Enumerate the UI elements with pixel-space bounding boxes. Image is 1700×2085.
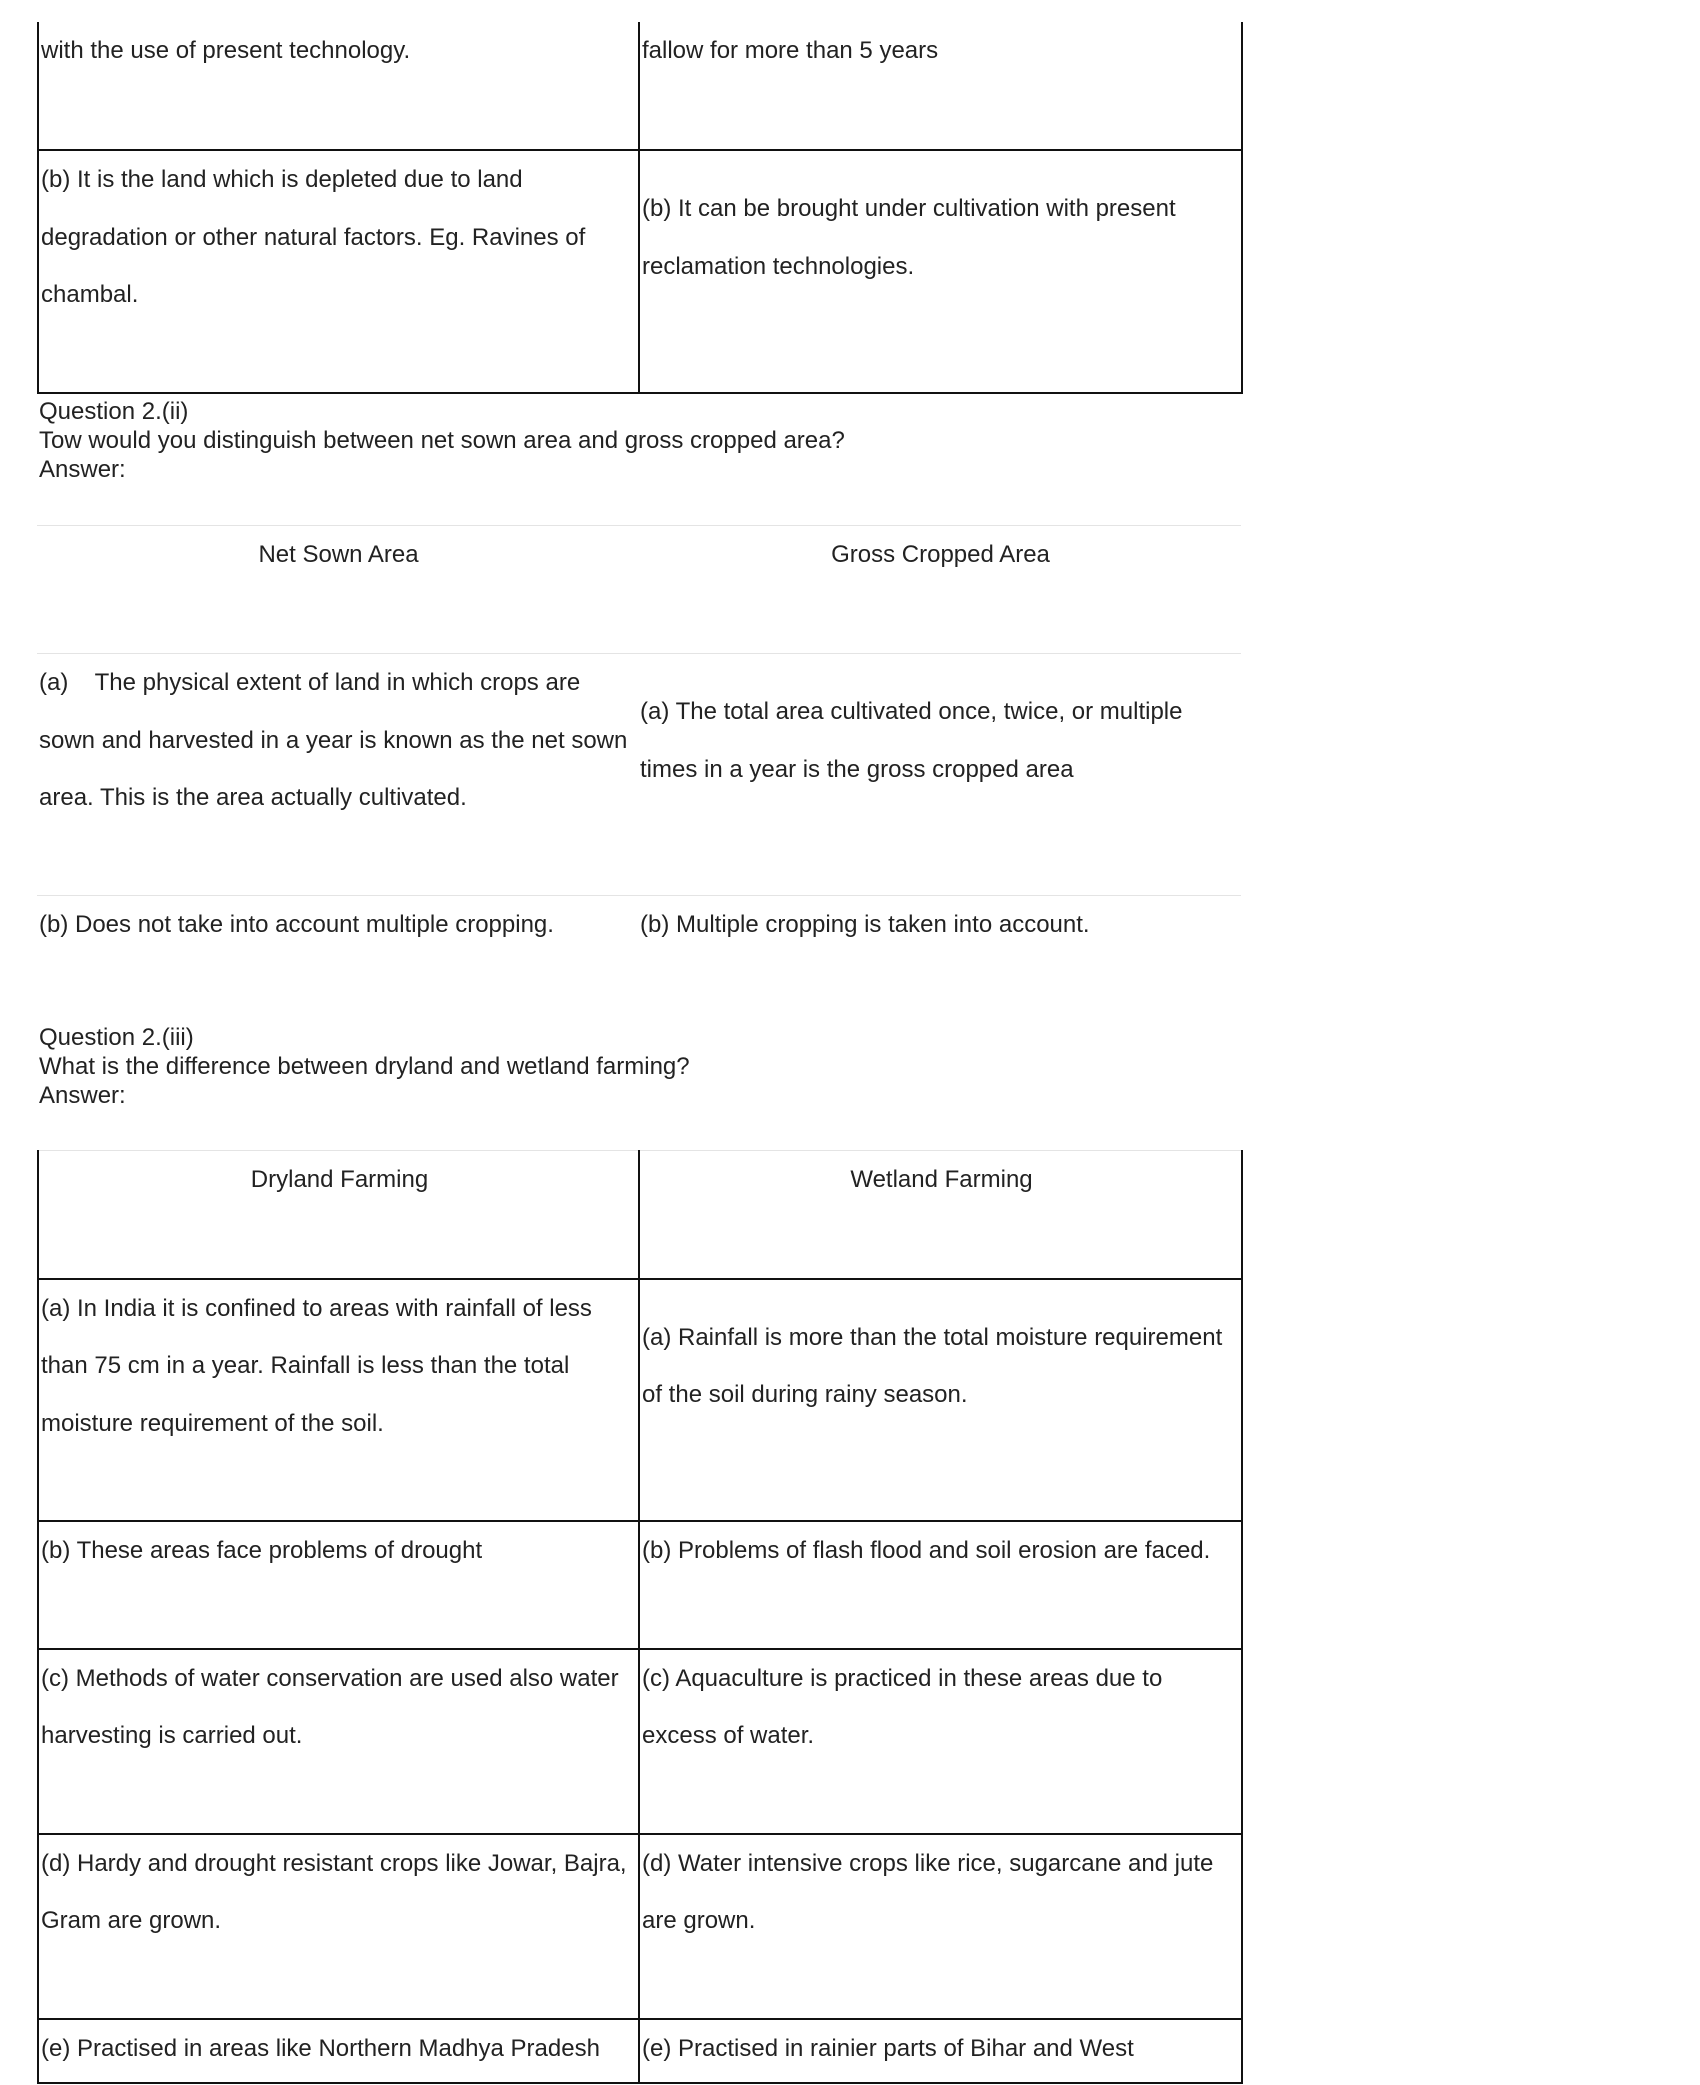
wasteland-comparison-table (37, 22, 1241, 394)
table-cell: (b) It can be brought under cultivation with present reclamation technologies. (639, 150, 1242, 393)
column-header: Wetland Farming (639, 1151, 1242, 1279)
column-header: Dryland Farming (38, 1151, 639, 1279)
table-cell: (a) In India it is confined to areas with rainfall of less than 75 cm in a year. Rainfall is less than the total moisture requirement of the soil. (38, 1279, 639, 1521)
table-header-row (37, 526, 1241, 654)
table-cell: (b) Problems of flash flood and soil erosion are faced. (639, 1521, 1242, 1649)
question-text: Tow would you distinguish between net sown area and gross cropped area? (39, 427, 845, 454)
table-row (38, 22, 1242, 150)
answer-label: Answer: (39, 456, 126, 483)
table-row (38, 2019, 1242, 2083)
table-cell: (b) Does not take into account multiple cropping. (37, 896, 638, 1024)
question-label: Question 2.(ii) (39, 398, 189, 425)
table-cell: (a) The total area cultivated once, twice, or multiple times in a year is the gross cropped area (638, 654, 1241, 896)
table-row (38, 1834, 1242, 2019)
question-2-ii (39, 397, 845, 484)
table-row (37, 896, 1241, 1024)
comparison-table-1 (37, 22, 1243, 394)
table-cell: fallow for more than 5 years (639, 22, 1242, 150)
net-vs-gross-table (37, 525, 1241, 1024)
table-cell: (e) Practised in areas like Northern Madhya Pradesh (38, 2019, 639, 2083)
table-row (38, 1521, 1242, 1649)
table-row (38, 150, 1242, 393)
column-header: Gross Cropped Area (638, 526, 1241, 654)
table-cell: with the use of present technology. (38, 22, 639, 150)
column-header: Net Sown Area (37, 526, 638, 654)
table-cell: (c) Aquaculture is practiced in these areas due to excess of water. (639, 1649, 1242, 1834)
table-header-row (38, 1151, 1242, 1279)
table-row (37, 654, 1241, 896)
table-cell: (d) Water intensive crops like rice, sugarcane and jute are grown. (639, 1834, 1242, 2019)
dryland-vs-wetland-table (37, 1150, 1241, 2084)
comparison-table-3 (37, 1150, 1243, 2084)
comparison-table-2 (37, 525, 1241, 1024)
table-cell: (e) Practised in rainier parts of Bihar and West (639, 2019, 1242, 2083)
table-cell: (a) The physical extent of land in which crops are sown and harvested in a year is known as the net sown area. This is the area actually cultivated. (37, 654, 638, 896)
table-cell: (b) Multiple cropping is taken into account. (638, 896, 1241, 1024)
question-text: What is the difference between dryland and wetland farming? (39, 1053, 690, 1080)
table-cell: (a) Rainfall is more than the total moisture requirement of the soil during rainy season. (639, 1279, 1242, 1521)
table-row (38, 1279, 1242, 1521)
answer-label: Answer: (39, 1082, 126, 1109)
question-label: Question 2.(iii) (39, 1024, 194, 1051)
question-2-iii (39, 1023, 690, 1110)
table-cell: (b) These areas face problems of drought (38, 1521, 639, 1649)
table-cell: (c) Methods of water conservation are used also water harvesting is carried out. (38, 1649, 639, 1834)
table-cell: (b) It is the land which is depleted due to land degradation or other natural factors. Eg. Ravines of chambal. (38, 150, 639, 393)
table-cell: (d) Hardy and drought resistant crops like Jowar, Bajra, Gram are grown. (38, 1834, 639, 2019)
table-row (38, 1649, 1242, 1834)
